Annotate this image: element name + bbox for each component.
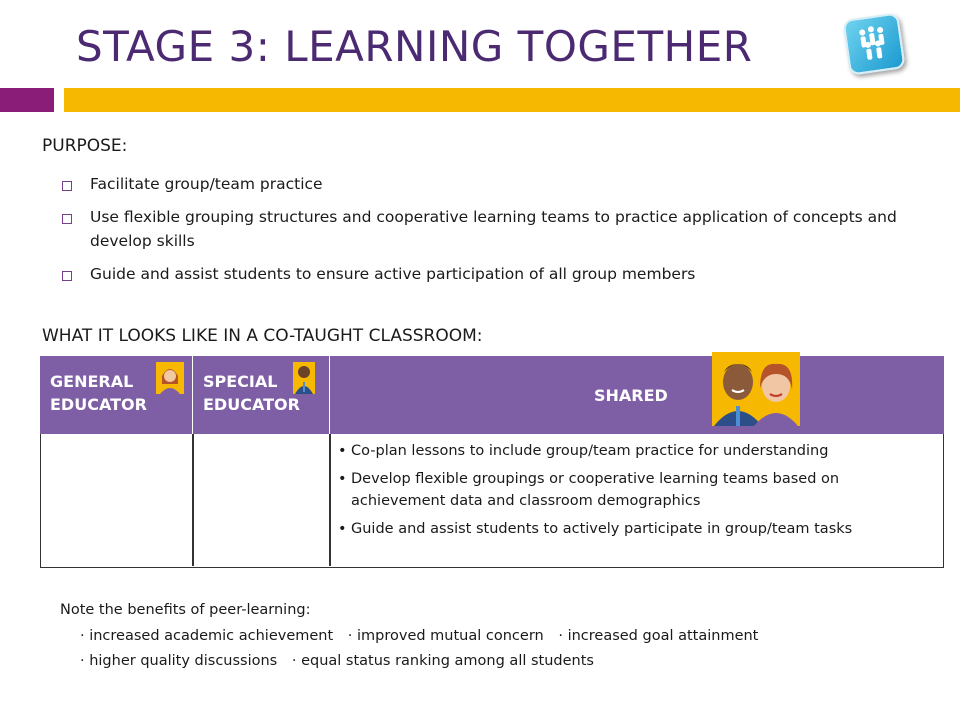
list-item: • Co-plan lessons to include group/team practice for understanding <box>338 443 829 459</box>
benefits-list <box>80 624 940 674</box>
benefit-item: · equal status ranking among all students <box>291 653 594 669</box>
table-header <box>40 356 944 434</box>
accent-bar-gold <box>64 88 960 112</box>
square-bullet-icon <box>62 181 72 191</box>
table-body-row <box>40 434 944 568</box>
list-item: Use flexible grouping structures and cooperative learning teams to practice application of concepts and develop skills <box>62 205 902 253</box>
list-item: • Develop flexible groupings or cooperative learning teams based on achievement data and classroom demographics <box>338 471 840 509</box>
benefits-note: Note the benefits of peer-learning: <box>60 602 311 618</box>
header-general-educator: GENERAL EDUCATOR <box>40 356 192 434</box>
header-shared: SHARED <box>594 386 668 405</box>
male-teacher-icon <box>293 362 315 394</box>
purpose-list <box>62 172 902 295</box>
accent-bar-purple <box>0 88 54 112</box>
square-bullet-icon <box>62 271 72 281</box>
shared-list <box>337 440 937 546</box>
group-of-people-icon <box>842 12 905 75</box>
slide-title: STAGE 3: LEARNING TOGETHER <box>76 22 753 71</box>
looks-like-heading: WHAT IT LOOKS LIKE IN A CO-TAUGHT CLASSROOM: <box>42 326 483 346</box>
list-item: • Guide and assist students to actively participate in group/team tasks <box>338 521 853 537</box>
square-bullet-icon <box>62 214 72 224</box>
purpose-heading: PURPOSE: <box>42 136 128 156</box>
co-teachers-image <box>712 352 800 426</box>
benefit-item: · increased academic achievement <box>80 628 334 644</box>
list-item: Guide and assist students to ensure active participation of all group members <box>62 262 902 286</box>
list-item: Facilitate group/team practice <box>62 172 902 196</box>
benefit-item: · increased goal attainment <box>558 628 759 644</box>
benefit-item: · improved mutual concern <box>347 628 544 644</box>
female-teacher-icon <box>156 362 184 394</box>
header-special-educator: SPECIAL EDUCATOR <box>193 356 329 434</box>
benefit-item: · higher quality discussions <box>80 653 278 669</box>
